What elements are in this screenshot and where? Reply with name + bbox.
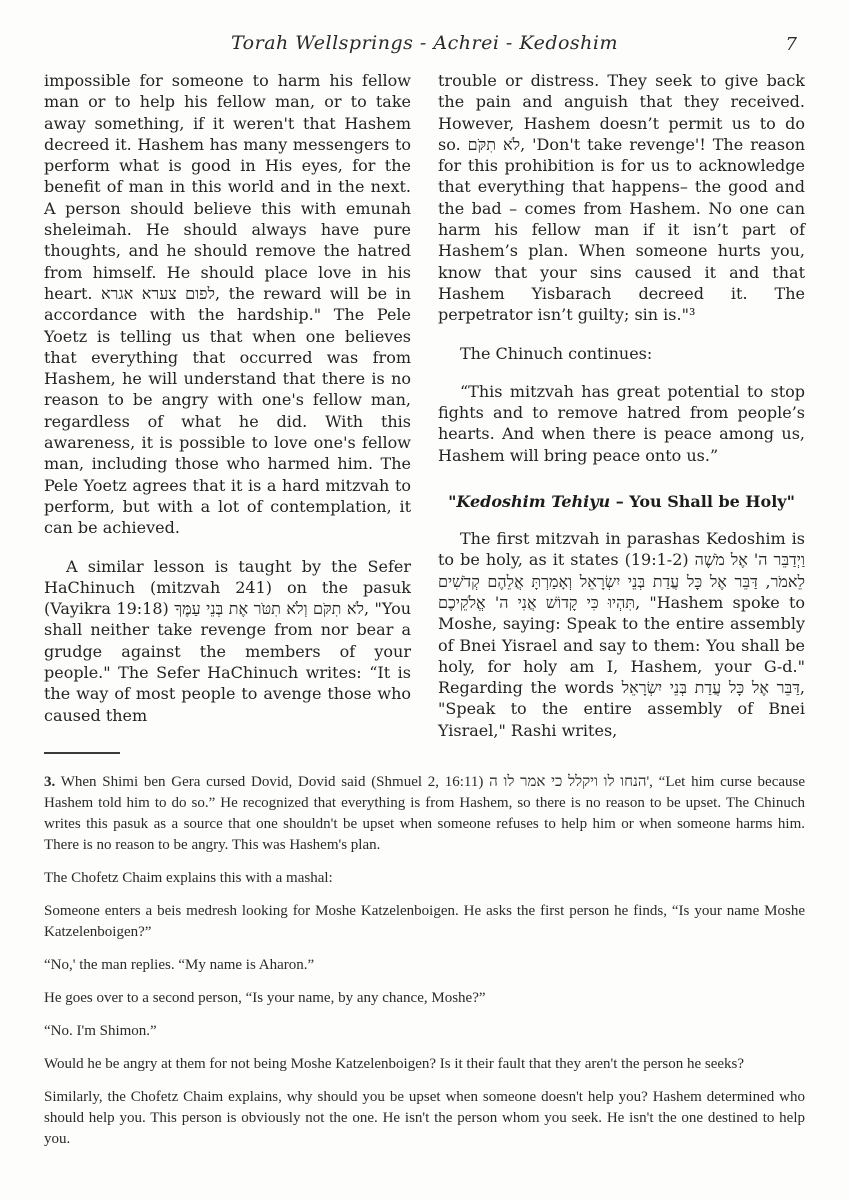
section-heading-italic: "Kedoshim Tehiyu [448, 492, 611, 512]
footnote-paragraph: Someone enters a beis medresh looking for Moshe Katzelenboigen. He asks the first person he finds, “Is your name Moshe Katzelenboigen?” [44, 903, 805, 940]
right-column [438, 70, 805, 741]
footnote-paragraph [44, 772, 805, 856]
footnote-paragraph: He goes over to a second person, “Is your name, by any chance, Moshe?” [44, 990, 486, 1006]
footnote-divider-rule [44, 752, 120, 754]
section-heading-rest: – You Shall be Holy" [610, 492, 795, 512]
body-paragraph: The first mitzvah in parashas Kedoshim is to be holy, as it states (19:1-2) וַיְדַבֵּר ה' אֶל מֹשֶׁה לֵאמֹר, דַּבֵּר אֶל כָּל עֲדַת בְּנֵי יִשְׂרָאֵל וְאָמַרְתָּ אֲלֵהֶם קְדֹשִׁים תִּהְיוּ כִּי קָדוֹשׁ אֲנִי ה' אֱלֹקֵיכֶם, "Hashem spoke to Moshe, saying: Speak to the entire assembly of Bnei Yisrael and say to them: You shall be holy, for holy am I, Hashem, your G-d." Regarding the words דַּבֵּר אֶל כָּל עֲדַת בְּנֵי יִשְׂרָאֵל, "Speak to the entire assembly of Bnei Yisrael," Rashi writes, [438, 529, 806, 740]
footnotes-section [44, 752, 805, 1150]
body-paragraph: impossible for someone to harm his fellow man or to help his fellow man, or to take away something, if it weren't that Hashem decreed it. Hashem has many messengers to perform what is good in His eyes, for the benefit of man in this world and in the next. A person should believe this with emunah sheleimah. He should always have pure thoughts, and he should remove the hatred from himself. He should place love in his heart. לפום צערא אגרא, the reward will be in accordance with the hardship." The Pele Yoetz is telling us that when one believes that everything that occurred was from Hashem, he will understand that there is no reason to be angry with one's fellow man, regardless of what he did. With this awareness, it is possible to love one's fellow man, including those who harmed him. The Pele Yoetz agrees that it is a hard mitzvah to perform, but with a lot of contemplation, it can be achieved. [44, 71, 412, 538]
page-header-title: Torah Wellsprings - Achrei - Kedoshim [230, 32, 619, 54]
body-paragraph: “This mitzvah has great potential to stop fights and to remove hatred from people’s hearts. And when there is peace among us, Hashem will bring peace onto us.” [438, 381, 805, 465]
footnote-paragraph: Would he be angry at them for not being Moshe Katzelenboigen? Is it their fault that they aren't the person he seeks? [44, 1056, 745, 1072]
footnote-paragraph: “No,' the man replies. “My name is Aharon.” [44, 957, 315, 973]
body-columns [44, 70, 805, 741]
footnote-number: 3. [44, 774, 56, 790]
page-number: 7 [785, 34, 797, 55]
section-heading [438, 492, 805, 512]
body-paragraph: The Chinuch continues: [460, 343, 653, 363]
left-column [44, 70, 411, 741]
page-header [44, 32, 805, 58]
footnote-paragraph: The Chofetz Chaim explains this with a mashal: [44, 870, 333, 886]
footnote-text: When Shimi ben Gera cursed Dovid, Dovid said (Shmuel 2, 16:11) הנחו לו ויקלל כי אמר לו ה', “Let him curse because Hashem told him to do so.” He recognized that everything is from Hashem, so there is no reason to be upset. The Chinuch writes this pasuk as a source that one shouldn't be upset when someone refuses to help him or when someone harms him. There is no reason to be angry. This was Hashem's plan. [44, 774, 805, 853]
footnote-paragraph: “No. I'm Shimon.” [44, 1023, 157, 1039]
body-paragraph: trouble or distress. They seek to give back the pain and anguish that they received. However, Hashem doesn’t permit us to do so. לֹא תִקֹּם, 'Don't take revenge'! The reason for this prohibition is for us to acknowledge that everything that happens– the good and the bad – comes from Hashem. No one can harm his fellow man if it isn’t part of Hashem’s plan. When someone hurts you, know that your sins caused it and that Hashem Yisbarach decreed it. The perpetrator isn’t guilty; sin is."³ [438, 71, 806, 325]
footnote-paragraph: Similarly, the Chofetz Chaim explains, why should you be upset when someone doesn't help you? Hashem determined who should help you. This person is obviously not the one. He isn't the person whom you seek. He isn't the one destined to help you. [44, 1089, 805, 1147]
body-paragraph: A similar lesson is taught by the Sefer HaChinuch (mitzvah 241) on the pasuk (Vayikra 19:18) לֹא תִקֹּם וְלֹא תִטֹּר אֶת בְּנֵי עַמֶּךָ, "You shall neither take revenge from nor bear a grudge against the members of your people." The Sefer HaChinuch writes: “It is the way of most people to avenge those who caused them [44, 556, 412, 725]
